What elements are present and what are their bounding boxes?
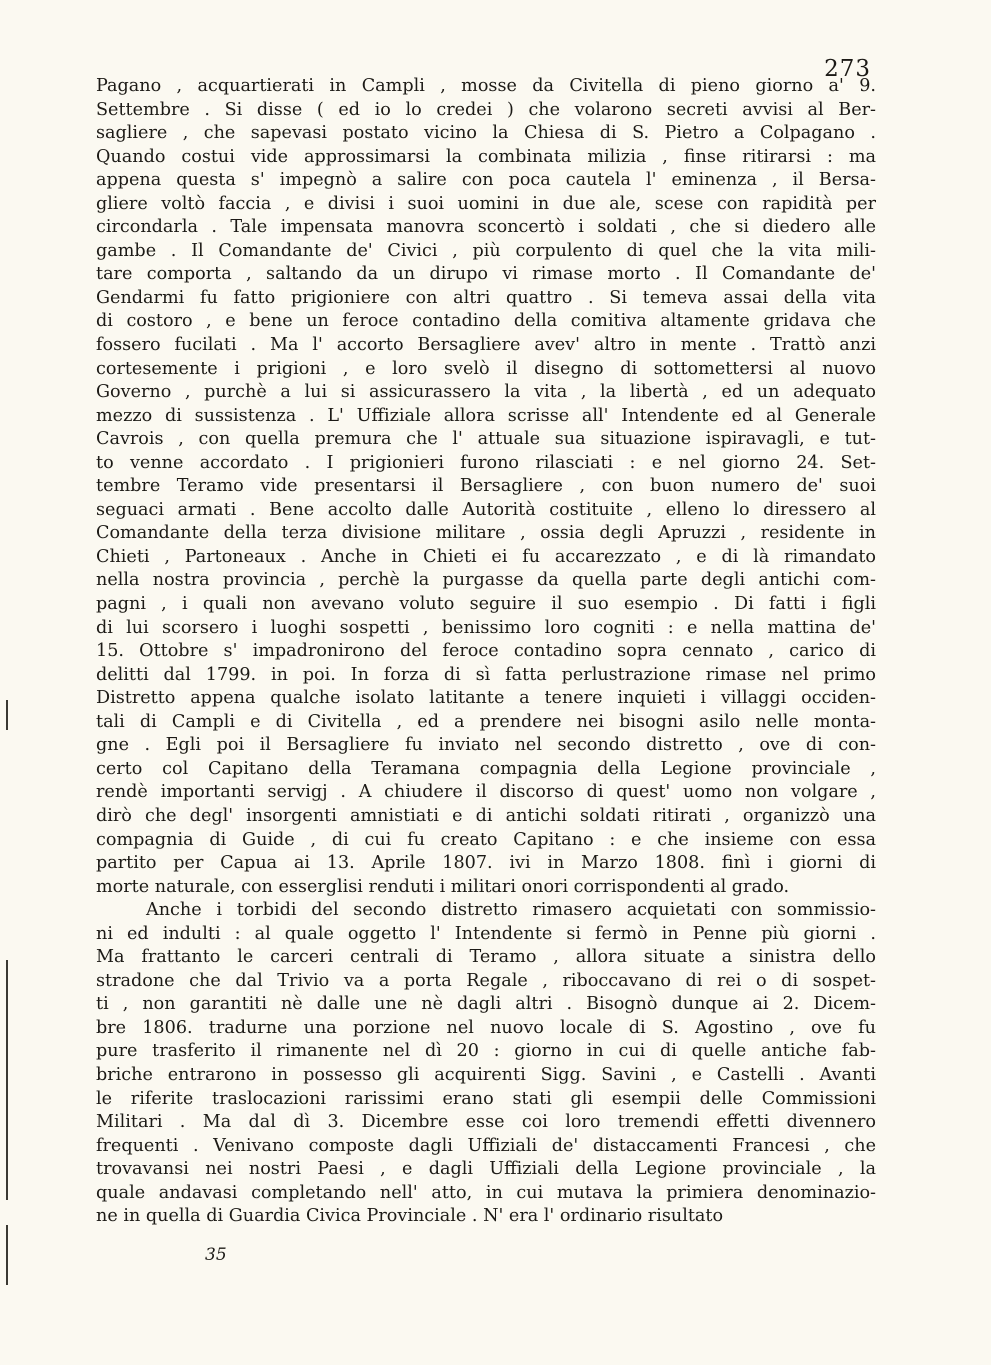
text-line: delitti dal 1799. in poi. In forza di sì fatta perlustrazione rimase nel primo: [96, 664, 876, 685]
text-line: dirò che degl' insorgenti amnistiati e di antichi soldati ritirati , organizzò una: [96, 805, 876, 826]
text-line: fossero fucilati . Ma l' accorto Bersagliere avev' altro in mente . Trattò anzi: [96, 335, 876, 356]
text-line: briche entrarono in possesso gli acquirenti Sigg. Savini , e Castelli . Avanti: [96, 1064, 876, 1085]
text-line: tembre Teramo vide presentarsi il Bersagliere , con buon numero de' suoi: [96, 476, 876, 497]
text-line: pagni , i quali non avevano voluto seguire il suo esempio . Di fatti i figli: [96, 594, 876, 615]
text-line: Anche i torbidi del secondo distretto rimasero acquietati con sommissio-: [146, 900, 876, 921]
page-edge-mark: [6, 700, 8, 730]
text-line: rendè importanti servigj . A chiudere il discorso di quest' uomo non volgare ,: [96, 782, 876, 803]
text-line: pure trasferito il rimanente nel dì 20 : giorno in cui di quelle antiche fab-: [96, 1041, 876, 1062]
text-line: nella nostra provincia , perchè la purgasse da quella parte degli antichi com-: [96, 570, 876, 591]
signature-mark: 35: [205, 1245, 227, 1265]
text-line: bre 1806. tradurne una porzione nel nuovo locale di S. Agostino , ove fu: [96, 1017, 876, 1038]
text-line: cortesemente i prigioni , e loro svelò il disegno di sottomettersi al nuovo: [96, 358, 876, 379]
text-line: 15. Ottobre s' impadronirono del feroce contadino sopra cennato , carico di: [96, 641, 876, 662]
text-line: ne in quella di Guardia Civica Provinciale . N' era l' ordinario risultato: [96, 1206, 724, 1227]
text-line: certo col Capitano della Teramana compagnia della Legione provinciale ,: [96, 758, 876, 779]
text-line: circondarla . Tale impensata manovra sconcertò i soldati , che si diedero alle: [96, 217, 876, 238]
text-line: frequenti . Venivano composte dagli Uffiziali de' distaccamenti Francesi , che: [96, 1135, 876, 1156]
text-line: quale andavasi completando nell' atto, in cui mutava la primiera denominazio-: [96, 1182, 876, 1203]
text-line: gliere voltò faccia , e divisi i suoi uomini in due ale, scese con rapidità per: [96, 193, 876, 214]
page-number: 273: [824, 56, 871, 82]
text-line: Gendarmi fu fatto prigioniere con altri quattro . Si temeva assai della vita: [96, 287, 876, 308]
text-line: Governo , purchè a lui si assicurassero la vita , la libertà , ed un adequato: [96, 382, 876, 403]
text-line: stradone che dal Trivio va a porta Regale , riboccavano di rei o di sospet-: [96, 970, 876, 991]
text-line: le riferite traslocazioni rarissimi erano stati gli esempii delle Commissioni: [96, 1088, 876, 1109]
text-line: sagliere , che sapevasi postato vicino la Chiesa di S. Pietro a Colpagano .: [96, 123, 876, 144]
page-edge-mark: [6, 960, 8, 1200]
text-line: di costoro , e bene un feroce contadino della comitiva altamente gridava che: [96, 311, 876, 332]
text-line: Cavrois , con quella premura che l' attuale sua situazione ispiravagli, e tut-: [96, 429, 876, 450]
text-line: Comandante della terza divisione militare , ossia degli Apruzzi , residente in: [96, 523, 876, 544]
text-line: ni ed indulti : al quale oggetto l' Intendente si fermò in Penne più giorni .: [96, 923, 876, 944]
text-line: Settembre . Si disse ( ed io lo credei ) che volarono secreti avvisi al Ber-: [96, 99, 876, 120]
text-line: Quando costui vide approssimarsi la combinata milizia , finse ritirarsi : ma: [96, 146, 876, 167]
text-line: Militari . Ma dal dì 3. Dicembre esse coi loro tremendi effetti divennero: [96, 1112, 876, 1133]
text-line: compagnia di Guide , di cui fu creato Capitano : e che insieme con essa: [96, 829, 876, 850]
text-line: gambe . Il Comandante de' Civici , più corpulento di quel che la vita mili-: [96, 240, 876, 261]
text-line: Ma frattanto le carceri centrali di Teramo , allora situate a sinistra dello: [96, 947, 876, 968]
text-line: tali di Campli e di Civitella , ed a prendere nei bisogni asilo nelle monta-: [96, 711, 876, 732]
text-line: mezzo di sussistenza . L' Uffiziale allora scrisse all' Intendente ed al Generale: [96, 405, 876, 426]
text-line: Chieti , Partoneaux . Anche in Chieti ei fu accarezzato , e di là rimandato: [96, 546, 876, 567]
text-line: to venne accordato . I prigionieri furono rilasciati : e nel giorno 24. Set-: [96, 452, 876, 473]
text-line: seguaci armati . Bene accolto dalle Autorità costituite , elleno lo diressero al: [96, 499, 876, 520]
text-line: appena questa s' impegnò a salire con poca cautela l' eminenza , il Bersa-: [96, 170, 876, 191]
text-line: gne . Egli poi il Bersagliere fu inviato nel secondo distretto , ove di con-: [96, 735, 876, 756]
body-text: [96, 75, 876, 1229]
text-line: di lui scorsero i luoghi sospetti , benissimo loro cogniti : e nella mattina de': [96, 617, 876, 638]
text-line: Pagano , acquartierati in Campli , mosse da Civitella di pieno giorno a' 9.: [96, 76, 876, 96]
text-line: partito per Capua ai 13. Aprile 1807. ivi in Marzo 1808. finì i giorni di: [96, 853, 876, 874]
page-edge-mark: [6, 1225, 8, 1285]
text-line: morte naturale, con esserglisi renduti i militari onori corrispondenti al grado.: [96, 876, 790, 897]
text-line: ti , non garantiti nè dalle une nè dagli altri . Bisognò dunque ai 2. Dicem-: [96, 994, 876, 1015]
text-line: Distretto appena qualche isolato latitante a tenere inquieti i villaggi occiden-: [96, 688, 876, 709]
text-line: tare comporta , saltando da un dirupo vi rimase morto . Il Comandante de': [96, 264, 876, 285]
text-line: trovavansi nei nostri Paesi , e dagli Uffiziali della Legione provinciale , la: [96, 1159, 876, 1180]
